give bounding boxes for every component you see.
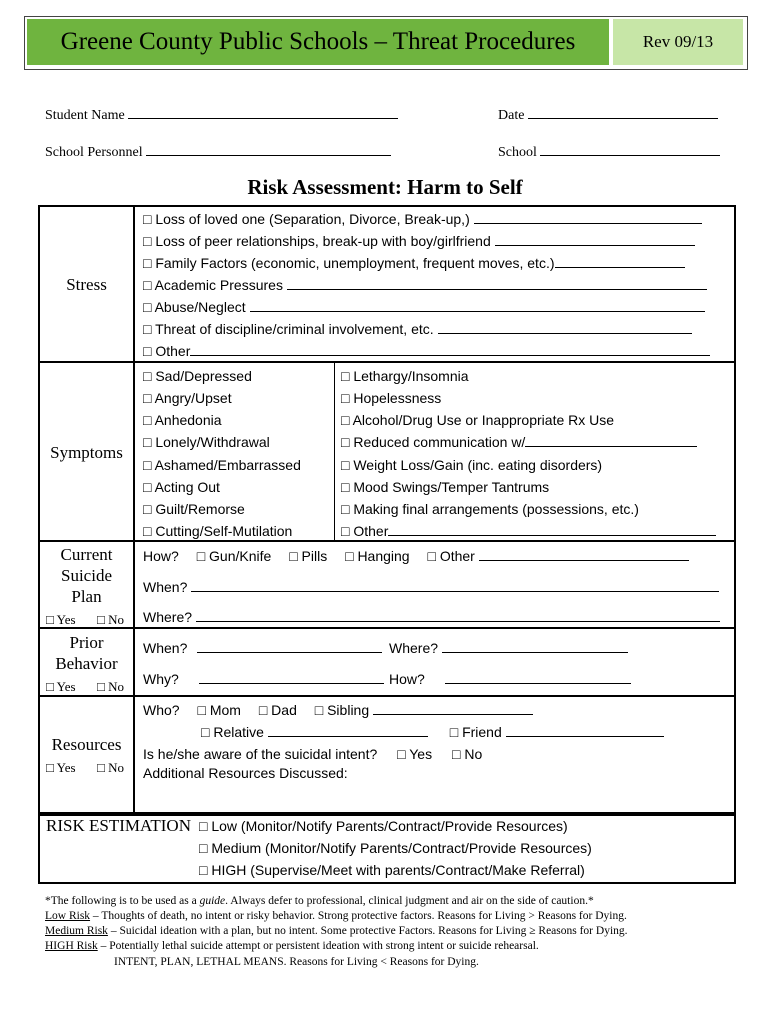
label-line: Prior <box>69 633 104 652</box>
fill-line[interactable] <box>197 640 382 653</box>
stress-item-text: □ Academic Pressures <box>143 277 283 293</box>
additional-resources-label: Additional Resources Discussed: <box>143 765 348 781</box>
risk-low-checkbox[interactable]: □ Low (Monitor/Notify Parents/Contract/Provide Resources) <box>199 818 568 834</box>
symptom-angry[interactable]: □ Angry/Upset <box>143 390 232 406</box>
stress-item-loved-one[interactable] <box>143 210 702 228</box>
fill-line[interactable] <box>190 343 710 356</box>
aware-yes-checkbox[interactable]: □ Yes <box>397 746 433 762</box>
row-divider-symptoms <box>38 540 734 542</box>
when-label: When? <box>143 579 188 595</box>
resources-label: Resources <box>51 735 122 754</box>
date-line[interactable] <box>528 106 718 119</box>
aware-question: Is he/she aware of the suicidal intent? <box>143 746 378 762</box>
plan-where-row[interactable] <box>143 608 720 626</box>
fill-line[interactable] <box>555 255 685 268</box>
mom-checkbox[interactable]: □ Mom <box>197 702 241 718</box>
label-column-divider <box>133 205 135 812</box>
prior-how-row[interactable] <box>389 670 631 688</box>
guide-emphasis: guide <box>199 895 226 907</box>
aware-no-checkbox[interactable]: □ No <box>451 746 483 762</box>
fill-line[interactable] <box>196 609 720 622</box>
fill-line[interactable] <box>474 211 702 224</box>
stress-item-text: □ Abuse/Neglect <box>143 299 246 315</box>
symptom-text: □ Reduced communication w/ <box>341 434 526 450</box>
dad-checkbox[interactable]: □ Dad <box>258 702 297 718</box>
prior-where-row[interactable] <box>389 639 628 657</box>
where-label: Where? <box>389 640 439 656</box>
fill-line[interactable] <box>191 579 719 592</box>
label-line: Suicide <box>61 566 112 585</box>
stress-item-academic[interactable] <box>143 276 707 294</box>
medium-risk-note <box>45 924 628 939</box>
prior-behavior-label <box>40 632 133 674</box>
fill-line[interactable] <box>442 640 628 653</box>
note-text: – Potentially lethal suicide attempt or persistent ideation with strong intent or suicide rehearsal. <box>97 940 539 952</box>
stress-item-abuse[interactable] <box>143 298 705 316</box>
symptom-hopelessness[interactable]: □ Hopelessness <box>341 390 442 406</box>
fill-line[interactable] <box>250 299 705 312</box>
symptom-text: □ Other <box>341 523 389 539</box>
symptoms-column-divider <box>334 362 335 540</box>
symptom-final-arrangements[interactable]: □ Making final arrangements (possessions, etc.) <box>341 501 639 517</box>
guide-note <box>45 894 594 909</box>
note-text: *The following is to be used as a <box>45 895 200 907</box>
stress-item-peer[interactable] <box>143 232 695 250</box>
stress-item-family[interactable] <box>143 254 685 272</box>
resources-relative-row <box>201 723 664 741</box>
student-name-line[interactable] <box>128 106 398 119</box>
label-line: Plan <box>71 587 102 606</box>
fill-line[interactable] <box>525 434 697 447</box>
row-divider-stress <box>38 361 734 363</box>
symptom-lonely[interactable]: □ Lonely/Withdrawal <box>143 434 270 450</box>
school-label: School <box>498 145 537 160</box>
pills-checkbox[interactable]: □ Pills <box>289 548 328 564</box>
prior-no[interactable]: □ No <box>97 679 124 694</box>
prior-why-row[interactable] <box>143 670 384 688</box>
symptom-sad[interactable]: □ Sad/Depressed <box>143 368 252 384</box>
fill-line[interactable] <box>479 548 689 561</box>
relative-checkbox[interactable]: □ Relative <box>201 724 264 740</box>
when-label: When? <box>143 640 188 656</box>
school-field[interactable] <box>498 143 720 161</box>
school-personnel-label: School Personnel <box>45 145 143 160</box>
risk-medium-checkbox[interactable]: □ Medium (Monitor/Notify Parents/Contract/Provide Resources) <box>199 840 592 856</box>
low-risk-note <box>45 909 627 924</box>
symptom-ashamed[interactable]: □ Ashamed/Embarrassed <box>143 457 301 473</box>
symptom-cutting[interactable]: □ Cutting/Self-Mutilation <box>143 523 293 539</box>
stress-label: Stress <box>66 275 107 294</box>
form-title: Greene County Public Schools – Threat Procedures <box>27 19 609 65</box>
fill-line[interactable] <box>495 233 695 246</box>
fill-line[interactable] <box>268 724 428 737</box>
how-label: How? <box>143 548 179 564</box>
fill-line[interactable] <box>287 277 707 290</box>
fill-line[interactable] <box>506 724 664 737</box>
date-label: Date <box>498 108 525 123</box>
high-risk-note <box>45 939 539 954</box>
symptoms-label: Symptoms <box>50 443 123 462</box>
friend-checkbox[interactable]: □ Friend <box>449 724 502 740</box>
school-line[interactable] <box>540 143 720 156</box>
gun-knife-checkbox[interactable]: □ Gun/Knife <box>196 548 272 564</box>
symptom-other[interactable] <box>341 522 716 540</box>
other-checkbox[interactable]: □ Other <box>427 548 475 564</box>
high-risk-term: HIGH Risk <box>45 940 98 952</box>
stress-item-text: □ Threat of discipline/criminal involvement, etc. <box>143 321 434 337</box>
note-text: – Suicidal ideation with a plan, but no intent. Some protective Factors. Reasons for Living ≥ Reasons for Dying. <box>107 925 628 937</box>
student-name-field[interactable] <box>45 106 398 124</box>
risk-high-checkbox[interactable]: □ HIGH (Supervise/Meet with parents/Contract/Make Referral) <box>199 862 585 878</box>
high-risk-note-2: INTENT, PLAN, LETHAL MEANS. Reasons for Living < Reasons for Dying. <box>114 956 479 968</box>
symptom-lethargy[interactable]: □ Lethargy/Insomnia <box>341 368 469 384</box>
symptom-guilt[interactable]: □ Guilt/Remorse <box>143 501 245 517</box>
school-personnel-line[interactable] <box>146 143 391 156</box>
stress-item-text: □ Other <box>143 343 191 359</box>
fill-line[interactable] <box>438 321 692 334</box>
note-text: – Thoughts of death, no intent or risky behavior. Strong protective factors. Reasons for Living > Reasons for Dying. <box>90 910 627 922</box>
row-divider-prior <box>38 695 734 697</box>
date-field[interactable] <box>498 106 718 124</box>
symptom-alcohol-drug[interactable]: □ Alcohol/Drug Use or Inappropriate Rx Use <box>341 412 615 428</box>
symptom-weight[interactable]: □ Weight Loss/Gain (inc. eating disorders) <box>341 457 603 473</box>
where-label: Where? <box>143 609 193 625</box>
resources-no[interactable]: □ No <box>97 760 124 775</box>
current-plan-label <box>40 544 133 607</box>
student-name-label: Student Name <box>45 108 125 123</box>
stress-item-discipline[interactable] <box>143 320 692 338</box>
resources-aware-row <box>143 745 482 763</box>
stress-item-text: □ Loss of peer relationships, break-up with boy/girlfriend <box>143 233 491 249</box>
low-risk-term: Low Risk <box>45 910 91 922</box>
school-personnel-field[interactable] <box>45 143 391 161</box>
how-label: How? <box>389 671 425 687</box>
sibling-checkbox[interactable]: □ Sibling <box>314 702 370 718</box>
note-text: . Always defer to professional, clinical judgment and air on the side of caution.* <box>225 895 594 907</box>
stress-item-text: □ Loss of loved one (Separation, Divorce, Break-up,) <box>143 211 470 227</box>
resources-who-row <box>143 701 533 719</box>
symptom-acting-out[interactable]: □ Acting Out <box>143 479 220 495</box>
stress-item-other[interactable] <box>143 342 710 360</box>
who-label: Who? <box>143 702 180 718</box>
medium-risk-term: Medium Risk <box>45 925 108 937</box>
fill-line[interactable] <box>199 671 384 684</box>
label-line: Behavior <box>55 654 118 673</box>
section-heading: Risk Assessment: Harm to Self <box>247 175 523 199</box>
label-line: Current <box>60 545 113 564</box>
risk-estimation-label: RISK ESTIMATION <box>46 816 191 835</box>
hanging-checkbox[interactable]: □ Hanging <box>345 548 410 564</box>
prior-when-row[interactable] <box>143 639 382 657</box>
resources-yes[interactable]: □ Yes <box>46 760 76 775</box>
row-divider-plan <box>38 627 734 629</box>
prior-yes[interactable]: □ Yes <box>46 679 76 694</box>
why-label: Why? <box>143 671 179 687</box>
plan-how-row <box>143 547 689 565</box>
symptom-reduced-communication[interactable] <box>341 433 697 451</box>
plan-yes[interactable]: □ Yes <box>46 612 76 627</box>
symptom-anhedonia[interactable]: □ Anhedonia <box>143 412 222 428</box>
plan-when-row[interactable] <box>143 578 719 596</box>
symptom-mood-swings[interactable]: □ Mood Swings/Temper Tantrums <box>341 479 550 495</box>
fill-line[interactable] <box>388 523 716 536</box>
stress-item-text: □ Family Factors (economic, unemployment, frequent moves, etc.) <box>143 255 555 271</box>
plan-no[interactable]: □ No <box>97 612 124 627</box>
revision-label: Rev 09/13 <box>613 19 743 65</box>
fill-line[interactable] <box>373 702 533 715</box>
fill-line[interactable] <box>445 671 631 684</box>
